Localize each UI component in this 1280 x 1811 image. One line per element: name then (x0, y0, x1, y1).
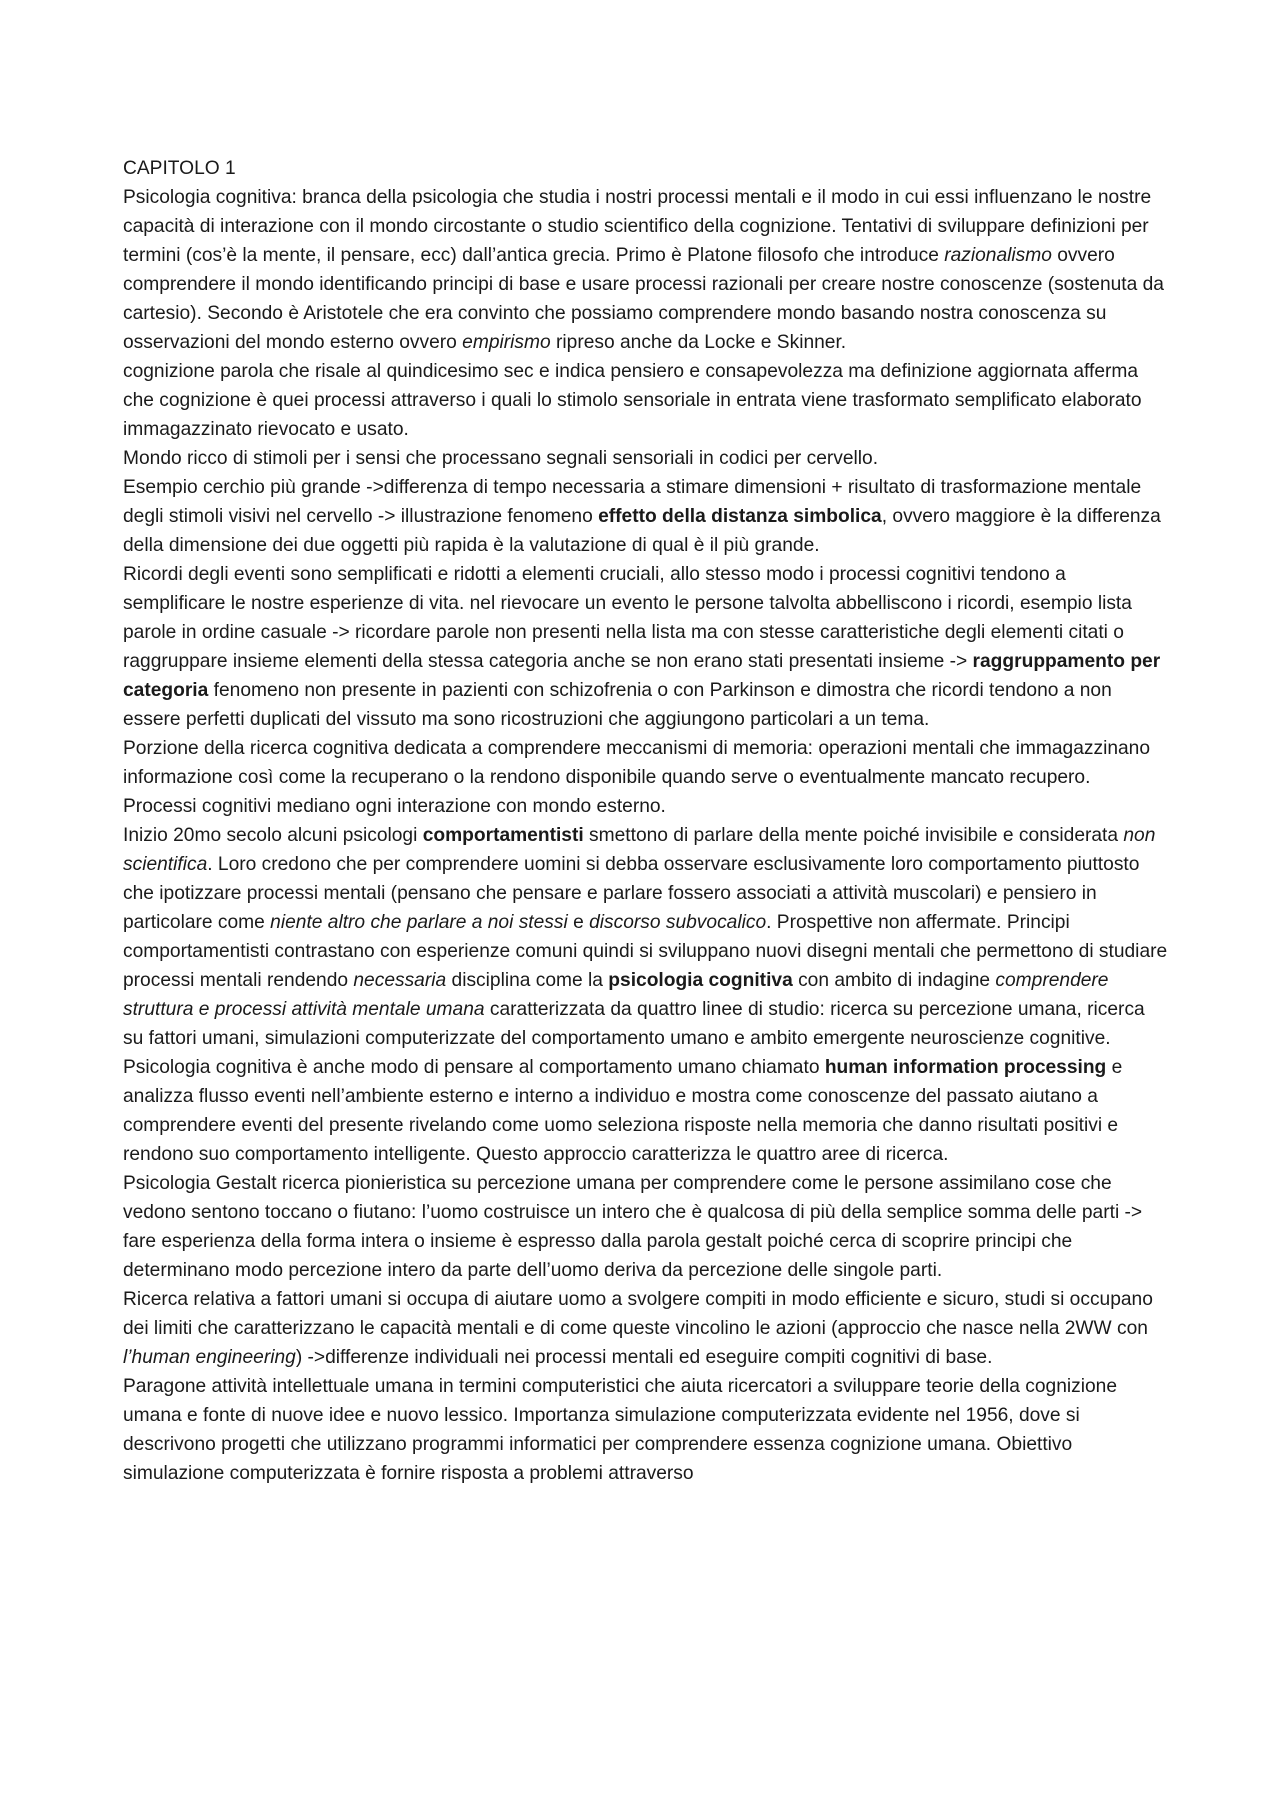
document-body (123, 183, 1168, 1488)
text-run: disciplina come la (446, 970, 609, 991)
bold-term: effetto della distanza simbolica (598, 506, 882, 527)
text-run: Porzione della ricerca cognitiva dedicata a comprendere meccanismi di memoria: operazioni mentali che immagazzinano informazione così come la recuperano o la rendono disponibile quando serve o eventualmente mancato recupero. Processi cognitivi mediano ogni interazione con mondo esterno. (123, 738, 1151, 817)
italic-term: discorso subvocalico (589, 912, 767, 933)
bold-term: psicologia cognitiva (608, 970, 793, 991)
text-run: ripreso anche da Locke e Skinner. (550, 332, 847, 353)
paragraph (123, 473, 1168, 560)
paragraph (123, 183, 1168, 357)
chapter-heading: CAPITOLO 1 (123, 158, 236, 179)
italic-term: empirismo (462, 332, 551, 353)
bold-term: raggruppamento per categoria (123, 651, 1161, 701)
text-run: e analizza flusso eventi nell’ambiente esterno e interno a individuo e mostra come conoscenze del passato aiutano a comprendere eventi del presente rivelando come uomo seleziona risposte nella memoria che danno risultati positivi e rendono suo comportamento intelligente. Questo approccio caratterizza le quattro aree di ricerca. (123, 1057, 1123, 1165)
text-run: Ricerca relativa a fattori umani si occupa di aiutare uomo a svolgere compiti in modo efficiente e sicuro, studi si occupano dei limiti che caratterizzano le capacità mentali e di come queste vincolino le azioni (approccio che nasce nella 2WW con (123, 1289, 1153, 1339)
italic-term: razionalismo (944, 245, 1052, 266)
paragraph (123, 560, 1168, 734)
italic-term: niente altro che parlare a noi stessi (270, 912, 568, 933)
text-run: fenomeno non presente in pazienti con schizofrenia o con Parkinson e dimostra che ricordi tendono a non essere perfetti duplicati del vissuto ma sono ricostruzioni che aggiungono particolari a un tema. (123, 680, 1112, 730)
text-run: , ovvero maggiore è la differenza della dimensione dei due oggetti più rapida è la valutazione di qual è il più grande. (123, 506, 1161, 556)
italic-term: necessaria (353, 970, 447, 991)
document-page (123, 154, 1168, 1488)
text-run: e (567, 912, 590, 933)
paragraph (123, 444, 1168, 473)
text-run: Paragone attività intellettuale umana in termini computeristici che aiuta ricercatori a sviluppare teorie della cognizione umana e fonte di nuove idee e nuovo lessico. Importanza simulazione computerizzata evidente nel 1956, dove si descrivono progetti che utilizzano programmi informatici per comprendere essenza cognizione umana. Obiettivo simulazione computerizzata è fornire risposta a problemi attraverso (123, 1376, 1118, 1484)
text-run: Psicologia cognitiva: branca della psicologia che studia i nostri processi mentali e il modo in cui essi influenzano le nostre capacità di interazione con il mondo circostante o studio scientifico della cognizione. Tentativi di sviluppare definizioni per termini (cos’è la mente, il pensare, ecc) dall’antica grecia. Primo è Platone filosofo che introduce (123, 187, 1152, 266)
bold-term: human information processing (824, 1057, 1107, 1078)
paragraph (123, 1372, 1168, 1488)
text-run: ovvero comprendere il mondo identificando principi di base e usare processi razionali per creare nostre conoscenze (sostenuta da cartesio). Secondo è Aristotele che era convinto che possiamo comprendere mondo basando nostra conoscenza su osservazioni del mondo esterno ovvero (123, 245, 1164, 353)
text-run: ) ->differenze individuali nei processi mentali ed eseguire compiti cognitivi di base. (295, 1347, 993, 1368)
paragraph (123, 1285, 1168, 1372)
text-run: caratterizzata da quattro linee di studio: ricerca su percezione umana, ricerca su fattori umani, simulazioni computerizzate del comportamento umano e ambito emergente neuroscienze cognitive. Psicologia cognitiva è anche modo di pensare al comportamento umano chiamato (123, 999, 1145, 1078)
bold-term: comportamentisti (422, 825, 584, 846)
text-run: smettono di parlare della mente poiché invisibile e considerata (583, 825, 1124, 846)
text-run: Ricordi degli eventi sono semplificati e ridotti a elementi cruciali, allo stesso modo i processi cognitivi tendono a semplificare le nostre esperienze di vita. nel rievocare un evento le persone talvolta abbelliscono i ricordi, esempio lista parole in ordine casuale -> ricordare parole non presenti nella lista ma con stesse caratteristiche degli elementi citati o raggruppare insieme elementi della stessa categoria anche se non erano stati presentati insieme -> (123, 564, 1132, 672)
paragraph (123, 821, 1168, 1169)
text-run: con ambito di indagine (792, 970, 996, 991)
italic-term: comprendere struttura e processi attività mentale umana (123, 970, 1109, 1020)
paragraph (123, 1169, 1168, 1285)
paragraph (123, 734, 1168, 821)
italic-term: l’human engineering (123, 1347, 296, 1368)
text-run: Psicologia Gestalt ricerca pionieristica su percezione umana per comprendere come le persone assimilano cose che vedono sentono toccano o fiutano: l’uomo costruisce un intero che è qualcosa di più della semplice somma delle parti -> fare esperienza della forma intera o insieme è espresso dalla parola gestalt poiché cerca di scoprire principi che determinano modo percezione intero da parte dell’uomo deriva da percezione delle singole parti. (123, 1173, 1143, 1281)
paragraph (123, 357, 1168, 444)
text-run: Inizio 20mo secolo alcuni psicologi (123, 825, 423, 846)
text-run: Esempio cerchio più grande ->differenza di tempo necessaria a stimare dimensioni + risultato di trasformazione mentale degli stimoli visivi nel cervello -> illustrazione fenomeno (123, 477, 1142, 527)
text-run: Mondo ricco di stimoli per i sensi che processano segnali sensoriali in codici per cervello. (123, 448, 879, 469)
text-run: . Loro credono che per comprendere uomini si debba osservare esclusivamente loro comportamento piuttosto che ipotizzare processi mentali (pensano che pensare e parlare fossero associati a attività muscolari) e pensiero in particolare come (123, 854, 1140, 933)
italic-term: non scientifica (123, 825, 1156, 875)
text-run: cognizione parola che risale al quindicesimo sec e indica pensiero e consapevolezza ma definizione aggiornata afferma che cognizione è quei processi attraverso i quali lo stimolo sensoriale in entrata viene trasformato semplificato elaborato immagazzinato rievocato e usato. (123, 361, 1142, 440)
text-run: . Prospettive non affermate. Principi comportamentisti contrastano con esperienze comuni quindi si sviluppano nuovi disegni mentali che permettono di studiare processi mentali rendendo (123, 912, 1168, 991)
